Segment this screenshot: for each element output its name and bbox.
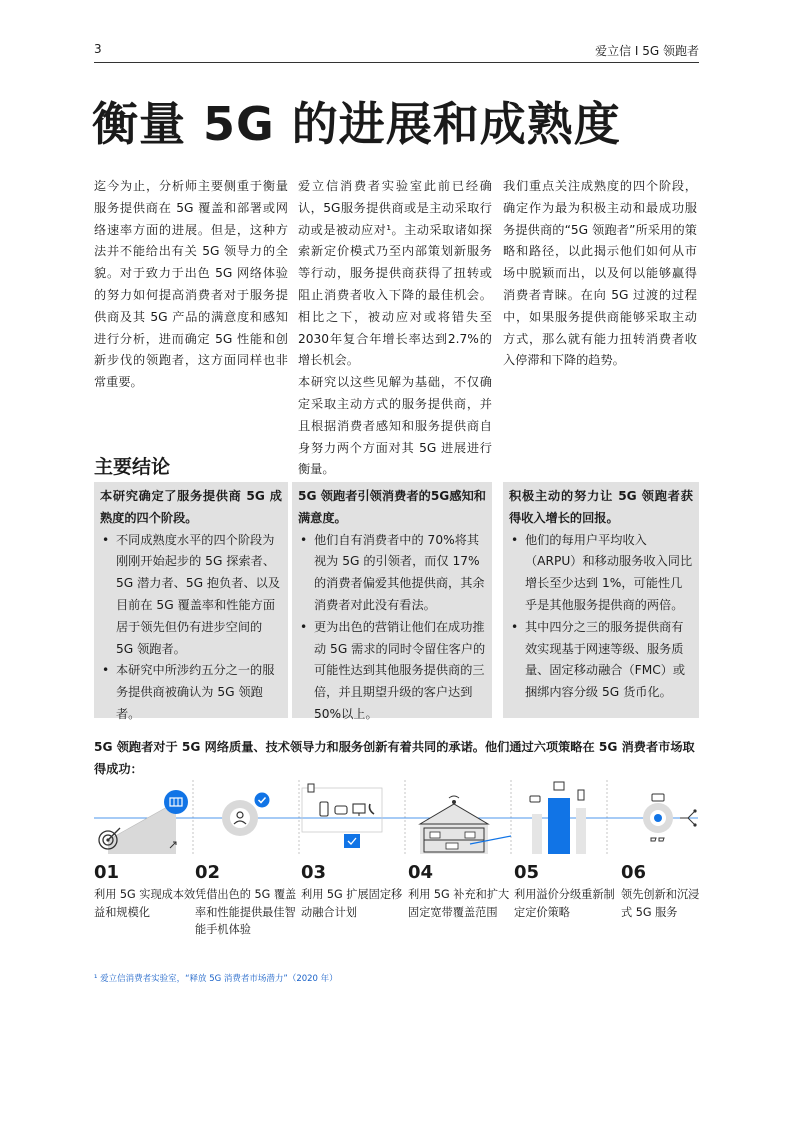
step-number: 04 bbox=[408, 862, 434, 883]
step-number: 03 bbox=[301, 862, 327, 883]
strategy-step bbox=[514, 862, 616, 921]
step-text: 利用溢价分级重新制定定价策略 bbox=[514, 888, 615, 919]
finding-headline: 5G 领跑者引领消费者的5G感知和满意度。 bbox=[298, 489, 486, 525]
step-number: 05 bbox=[514, 862, 540, 883]
finding-box-3 bbox=[503, 482, 699, 718]
smartphone-user-icon bbox=[222, 793, 270, 837]
intro-paragraph: 本研究以这些见解为基础，不仅确定采取主动方式的服务提供商，并且根据消费者感知和服务提供商自身努力两个方面对其 5G 进展进行衡量。 bbox=[298, 375, 492, 477]
finding-bullets bbox=[509, 530, 693, 704]
strategy-icons-strip bbox=[90, 778, 702, 858]
finding-headline: 积极主动的努力让 5G 领跑者获得收入增长的回报。 bbox=[509, 489, 693, 525]
findings-heading: 主要结论 bbox=[94, 456, 171, 478]
intro-paragraph: 爱立信消费者实验室此前已经确认，5G服务提供商或是主动采取行动或是被动应对¹。主动采取诸如探索新定价模式乃至内部策划新服务等行动，服务提供商获得了扭转或阻止消费者收入下降的最佳机会。相比之下，被动应对或将错失至2030年复合年增长率达到2.7%的增长机会。 bbox=[298, 179, 492, 368]
house-broadband-icon bbox=[420, 796, 511, 854]
finding-headline: 本研究确定了服务提供商 5G 成熟度的四个阶段。 bbox=[100, 489, 282, 525]
strategy-step bbox=[195, 862, 297, 939]
premium-tiers-icon bbox=[530, 782, 586, 854]
step-text: 利用 5G 补充和扩大固定宽带覆盖范围 bbox=[408, 888, 510, 919]
finding-bullet: • 他们的每用户平均收入（ARPU）和移动服务收入同比增长至少达到 1%，可能性几乎是其他服务提供商的两倍。 bbox=[509, 530, 693, 617]
intro-paragraph: 迄今为止，分析师主要侧重于衡量服务提供商在 5G 覆盖和部署或网络速率方面的进展。但是，这种方法并不能给出有关 5G 领导力的全貌。对于致力于出色 5G 网络体验的努力如何提高消费者对于服务提供商及其 5G 产品的满意度和感知进行分析，进而确定 5G 性能和创新步伐的领跑者，这方面同样也非常重要。 bbox=[94, 179, 288, 390]
step-text: 利用 5G 扩展固定移动融合计划 bbox=[301, 888, 403, 919]
finding-bullet: • 更为出色的营销让他们在成功推动 5G 需求的同时令留住客户的可能性达到其他服务提供商的三倍，并且期望升级的客户达到 50%以上。 bbox=[298, 617, 486, 726]
finding-bullet: • 其中四分之三的服务提供商有效实现基于网速等级、服务质量、固定移动融合（FMC）或捆绑内容分级 5G 货币化。 bbox=[509, 617, 693, 704]
step-text: 领先创新和沉浸式 5G 服务 bbox=[621, 888, 700, 919]
page-number: 3 bbox=[94, 42, 102, 56]
finding-box-1 bbox=[94, 482, 288, 721]
strategy-step bbox=[621, 862, 701, 921]
intro-paragraph: 我们重点关注成熟度的四个阶段，确定作为最为积极主动和最成功服务提供商的“5G 领跑者”所采用的策略和路径，以此揭示他们如何从市场中脱颖而出，以及何以能够赢得消费者青睐。在向 5G 过渡的过程中，如果服务提供商能够采取主动方式，那么就有能力扭转消费者收入停滞和下降的趋势。 bbox=[503, 179, 697, 368]
step-number: 06 bbox=[621, 862, 647, 883]
strategy-step bbox=[408, 862, 510, 921]
finding-bullet: • 他们自有消费者中的 70%将其视为 5G 的引领者，而仅 17%的消费者偏爱其他提供商，其余消费者对此没有看法。 bbox=[298, 530, 486, 617]
intro-column-2 bbox=[298, 176, 492, 481]
page-title: 衡量 5G 的进展和成熟度 bbox=[92, 97, 621, 151]
finding-box-2 bbox=[292, 482, 492, 721]
step-text: 利用 5G 实现成本效益和规模化 bbox=[94, 888, 196, 919]
step-number: 01 bbox=[94, 862, 120, 883]
strategies-lead: 5G 领跑者对于 5G 网络质量、技术领导力和服务创新有着共同的承诺。他们通过六项策略在 5G 消费者市场取得成功： bbox=[94, 740, 695, 776]
finding-bullets bbox=[298, 530, 486, 726]
intro-column-1 bbox=[94, 176, 288, 394]
devices-fmc-icon bbox=[302, 784, 382, 848]
immersive-services-icon bbox=[643, 794, 697, 841]
strategy-step bbox=[301, 862, 403, 921]
finding-bullet: • 本研究中所涉约五分之一的服务提供商被确认为 5G 领跑者。 bbox=[100, 660, 282, 725]
strategy-step bbox=[94, 862, 196, 921]
finding-bullet: • 不同成熟度水平的四个阶段为刚刚开始起步的 5G 探索者、5G 潜力者、5G 抱负者、以及目前在 5G 覆盖率和性能方面居于领先但仍有进步空间的 5G 领跑者。 bbox=[100, 530, 282, 661]
footnote-link[interactable]: ¹ 爱立信消费者实验室，“释放 5G 消费者市场潜力”（2020 年） bbox=[94, 974, 338, 984]
target-cost-icon bbox=[99, 790, 188, 854]
header-brand: 爱立信 I 5G 领跑者 bbox=[595, 44, 699, 58]
intro-column-3 bbox=[503, 176, 697, 372]
step-number: 02 bbox=[195, 862, 221, 883]
page-header bbox=[94, 40, 699, 63]
finding-bullets bbox=[100, 530, 282, 726]
step-text: 凭借出色的 5G 覆盖率和性能提供最佳智能手机体验 bbox=[195, 888, 297, 936]
